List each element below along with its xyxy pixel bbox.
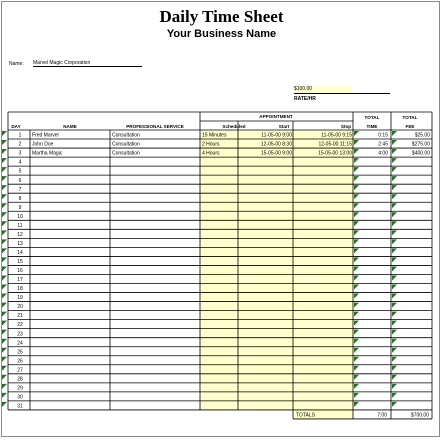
cell-marker <box>392 239 397 244</box>
cell-marker <box>392 203 397 208</box>
cell-marker <box>354 248 359 253</box>
rate-label: RATE/HR <box>294 96 316 102</box>
row-time: 4:00 <box>378 150 388 157</box>
row-marker <box>2 393 7 398</box>
cell-marker <box>392 321 397 326</box>
cell-marker <box>354 303 359 308</box>
header-total-time-2: TIME <box>366 124 378 129</box>
row-name: Martha Magic <box>32 150 63 157</box>
row-time: 0:15 <box>378 132 388 139</box>
row-marker <box>2 239 7 244</box>
row-day: 17 <box>17 277 23 284</box>
cell-marker <box>392 366 397 371</box>
row-marker <box>2 366 7 371</box>
cell-marker <box>354 348 359 353</box>
row-marker <box>2 321 7 326</box>
row-day: 30 <box>17 394 23 401</box>
cell-marker <box>392 312 397 317</box>
cell-marker <box>392 167 397 172</box>
header-name: NAME <box>63 124 77 129</box>
cell-marker <box>354 203 359 208</box>
row-day: 20 <box>17 304 23 311</box>
row-stop: 15-05-00 13:00 <box>318 150 352 157</box>
row-service: Consultation <box>112 150 140 157</box>
row-service: Consultation <box>112 141 140 148</box>
cell-marker <box>392 212 397 217</box>
appointment-highlight <box>200 130 353 410</box>
cell-marker <box>354 285 359 290</box>
row-day: 11 <box>17 222 23 229</box>
row-marker <box>2 221 7 226</box>
row-day: 15 <box>17 259 23 266</box>
cell-marker <box>354 339 359 344</box>
row-day: 4 <box>18 159 22 166</box>
row-day: 19 <box>17 295 23 302</box>
cell-marker <box>354 167 359 172</box>
row-marker <box>2 257 7 262</box>
cell-marker <box>354 275 359 280</box>
cell-marker <box>354 185 359 190</box>
cell-marker <box>392 266 397 271</box>
row-day: 24 <box>17 340 23 347</box>
cell-marker <box>354 158 359 163</box>
row-marker <box>2 339 7 344</box>
row-day: 23 <box>17 331 23 338</box>
row-day: 18 <box>17 286 23 293</box>
cell-marker <box>354 330 359 335</box>
totals-time: 7:00 <box>377 412 387 419</box>
cell-marker <box>354 357 359 362</box>
cell-marker <box>354 221 359 226</box>
name-value[interactable]: Marvel Magic Corporation <box>33 60 142 67</box>
cell-marker <box>392 194 397 199</box>
row-marker <box>2 294 7 299</box>
cell-marker <box>392 357 397 362</box>
cell-marker <box>392 294 397 299</box>
row-day: 16 <box>17 268 23 275</box>
cell-marker <box>354 176 359 181</box>
header-total-time-1: TOTAL <box>364 115 380 120</box>
totals-label: TOTALS <box>296 412 315 419</box>
row-name: John Doe <box>32 141 54 148</box>
cell-marker <box>392 221 397 226</box>
row-day: 12 <box>17 231 23 238</box>
header-service: PROFESSIONAL SERVICE <box>126 124 184 129</box>
rate-value[interactable]: $100.00 <box>294 86 352 94</box>
cell-marker <box>354 140 359 145</box>
cell-marker <box>392 330 397 335</box>
cell-marker <box>354 294 359 299</box>
row-day: 28 <box>17 376 23 383</box>
cell-marker <box>354 393 359 398</box>
business-name: Your Business Name <box>166 28 277 40</box>
cell-marker <box>392 303 397 308</box>
row-scheduled: 15 Minutes <box>202 132 227 139</box>
header-stop: Stop <box>340 124 352 129</box>
cell-marker <box>392 230 397 235</box>
row-day: 14 <box>17 249 23 256</box>
sheet-title: Daily Time Sheet <box>159 7 284 26</box>
row-day: 25 <box>17 349 23 356</box>
row-fee: $25.00 <box>414 132 430 139</box>
row-day: 2 <box>18 141 22 148</box>
row-day: 29 <box>17 385 23 392</box>
totals-fee: $700.00 <box>410 412 429 419</box>
cell-marker <box>354 257 359 262</box>
cell-marker <box>392 339 397 344</box>
row-fee: $400.00 <box>411 150 430 157</box>
row-day: 27 <box>17 367 23 374</box>
row-start: 12-05-00 8:30 <box>260 141 292 148</box>
row-marker <box>2 384 7 389</box>
row-scheduled: 4 Hours <box>202 150 220 157</box>
cell-marker <box>354 375 359 380</box>
cell-marker <box>354 384 359 389</box>
row-day: 9 <box>18 204 22 211</box>
row-stop: 12-05-00 11:15 <box>318 141 352 148</box>
cell-marker <box>354 312 359 317</box>
row-marker <box>2 230 7 235</box>
row-fee: $275.00 <box>411 141 430 148</box>
cell-marker <box>354 212 359 217</box>
cell-marker <box>392 149 397 154</box>
cell-marker <box>392 158 397 163</box>
row-day: 21 <box>17 313 23 320</box>
cell-marker <box>392 285 397 290</box>
row-day: 5 <box>18 168 22 175</box>
row-scheduled: 2 Hours <box>202 141 220 148</box>
row-marker <box>2 266 7 271</box>
row-day: 22 <box>17 322 23 329</box>
row-marker <box>2 312 7 317</box>
row-marker <box>2 348 7 353</box>
cell-marker <box>354 266 359 271</box>
row-marker <box>2 167 7 172</box>
row-marker <box>2 330 7 335</box>
cell-marker <box>392 275 397 280</box>
cell-marker <box>392 140 397 145</box>
row-marker <box>2 203 7 208</box>
cell-marker <box>354 230 359 235</box>
row-marker <box>2 194 7 199</box>
row-day: 1 <box>18 132 22 139</box>
row-marker <box>2 158 7 163</box>
cell-marker <box>392 384 397 389</box>
row-day: 26 <box>17 358 23 365</box>
row-service: Consultation <box>112 132 140 139</box>
row-day: 3 <box>18 150 22 157</box>
cell-marker <box>392 348 397 353</box>
row-day: 13 <box>17 240 23 247</box>
row-marker <box>2 212 7 217</box>
cell-marker <box>392 375 397 380</box>
row-marker <box>2 131 7 136</box>
row-marker <box>2 285 7 290</box>
cell-marker <box>354 149 359 154</box>
header-day: DAY <box>11 124 21 129</box>
row-time: 2:45 <box>378 141 388 148</box>
cell-marker <box>392 176 397 181</box>
cell-marker <box>354 366 359 371</box>
row-marker <box>2 176 7 181</box>
row-day: 31 <box>17 403 23 410</box>
header-total-fee-2: FEE <box>405 124 415 129</box>
row-start: 15-05-00 9:00 <box>260 150 292 157</box>
row-day: 6 <box>18 177 22 184</box>
header-scheduled: Scheduled <box>222 124 246 129</box>
row-marker <box>2 303 7 308</box>
cell-marker <box>392 402 397 407</box>
cell-marker <box>392 185 397 190</box>
row-day: 7 <box>18 186 22 193</box>
row-marker <box>2 375 7 380</box>
row-day: 10 <box>17 213 23 220</box>
cell-marker <box>392 248 397 253</box>
row-marker <box>2 275 7 280</box>
row-name: Fred Marvel <box>32 132 59 139</box>
header-total-fee-1: TOTAL <box>402 115 418 120</box>
row-marker <box>2 248 7 253</box>
row-marker <box>2 357 7 362</box>
cell-marker <box>354 131 359 136</box>
name-label: Name: <box>9 61 24 67</box>
cell-marker <box>392 257 397 262</box>
row-marker <box>2 185 7 190</box>
cell-marker <box>354 402 359 407</box>
row-stop: 11-05-00 9:15 <box>321 132 352 139</box>
row-marker <box>2 149 7 154</box>
header-appointment: APPOINTMENT <box>259 114 293 119</box>
row-marker <box>2 140 7 145</box>
cell-marker <box>392 393 397 398</box>
row-marker <box>2 402 7 407</box>
cell-marker <box>354 239 359 244</box>
cell-marker <box>354 321 359 326</box>
cell-marker <box>392 131 397 136</box>
row-start: 11-05-00 9:00 <box>261 132 292 139</box>
cell-marker <box>354 194 359 199</box>
header-start: Start <box>278 124 290 129</box>
row-day: 8 <box>18 195 22 202</box>
